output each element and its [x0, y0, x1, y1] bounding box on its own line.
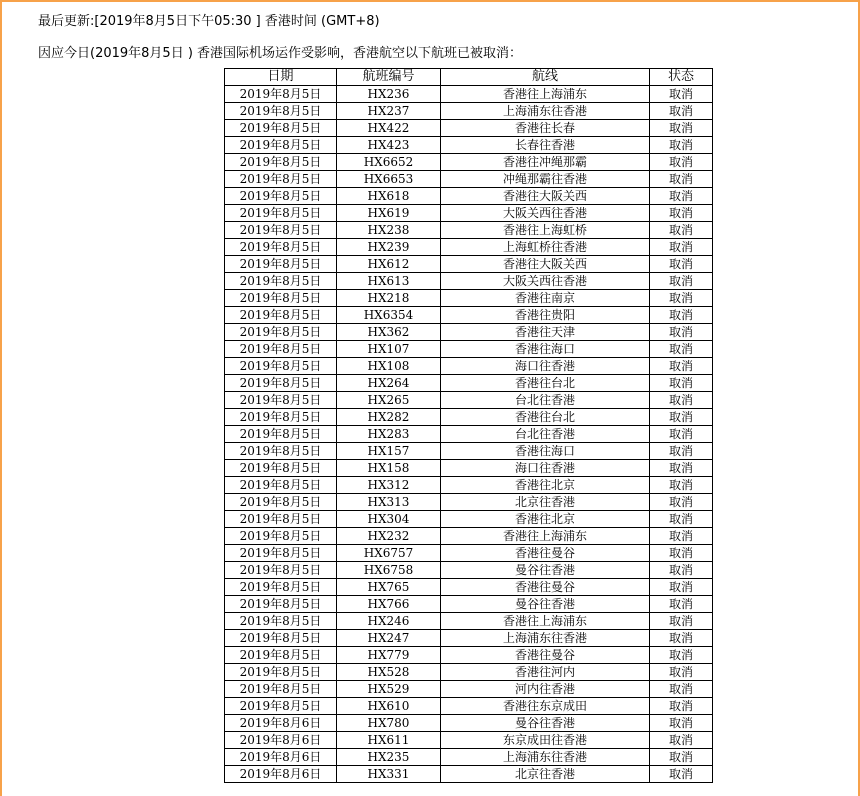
date-cell: 2019年8月5日 [225, 409, 337, 426]
status-cell: 取消 [650, 596, 713, 613]
flight-number-cell: HX282 [337, 409, 441, 426]
flight-number-cell: HX108 [337, 358, 441, 375]
date-cell: 2019年8月6日 [225, 766, 337, 783]
route-cell: 香港往曼谷 [441, 579, 650, 596]
status-cell: 取消 [650, 171, 713, 188]
route-cell: 大阪关西往香港 [441, 205, 650, 222]
status-cell: 取消 [650, 290, 713, 307]
date-cell: 2019年8月5日 [225, 137, 337, 154]
route-cell: 海口往香港 [441, 358, 650, 375]
date-cell: 2019年8月5日 [225, 392, 337, 409]
status-cell: 取消 [650, 375, 713, 392]
date-cell: 2019年8月5日 [225, 375, 337, 392]
flight-number-cell: HX6354 [337, 307, 441, 324]
flight-number-cell: HX313 [337, 494, 441, 511]
flight-number-cell: HX304 [337, 511, 441, 528]
status-cell: 取消 [650, 86, 713, 103]
flight-number-cell: HX237 [337, 103, 441, 120]
date-cell: 2019年8月6日 [225, 715, 337, 732]
date-cell: 2019年8月5日 [225, 562, 337, 579]
table-row [225, 120, 713, 137]
status-cell: 取消 [650, 528, 713, 545]
status-cell: 取消 [650, 273, 713, 290]
flight-number-cell: HX612 [337, 256, 441, 273]
flight-number-cell: HX528 [337, 664, 441, 681]
table-row [225, 290, 713, 307]
route-cell: 大阪关西往香港 [441, 273, 650, 290]
flight-number-cell: HX236 [337, 86, 441, 103]
status-cell: 取消 [650, 749, 713, 766]
route-cell: 香港往大阪关西 [441, 256, 650, 273]
route-cell: 台北往香港 [441, 392, 650, 409]
date-cell: 2019年8月5日 [225, 698, 337, 715]
table-row [225, 86, 713, 103]
date-cell: 2019年8月5日 [225, 324, 337, 341]
table-row [225, 715, 713, 732]
status-cell: 取消 [650, 766, 713, 783]
status-cell: 取消 [650, 715, 713, 732]
flight-number-cell: HX232 [337, 528, 441, 545]
status-cell: 取消 [650, 205, 713, 222]
flight-number-cell: HX529 [337, 681, 441, 698]
date-cell: 2019年8月5日 [225, 647, 337, 664]
flight-number-cell: HX218 [337, 290, 441, 307]
date-cell: 2019年8月5日 [225, 579, 337, 596]
status-cell: 取消 [650, 426, 713, 443]
route-cell: 长春往香港 [441, 137, 650, 154]
flight-number-cell: HX312 [337, 477, 441, 494]
date-cell: 2019年8月5日 [225, 239, 337, 256]
header-status: 状态 [650, 69, 713, 86]
flight-number-cell: HX6758 [337, 562, 441, 579]
route-cell: 香港往上海浦东 [441, 86, 650, 103]
table-row [225, 426, 713, 443]
flight-number-cell: HX158 [337, 460, 441, 477]
date-cell: 2019年8月5日 [225, 205, 337, 222]
table-row [225, 511, 713, 528]
table-row [225, 477, 713, 494]
table-row [225, 732, 713, 749]
table-row [225, 103, 713, 120]
status-cell: 取消 [650, 324, 713, 341]
date-cell: 2019年8月5日 [225, 222, 337, 239]
route-cell: 北京往香港 [441, 494, 650, 511]
status-cell: 取消 [650, 392, 713, 409]
table-row [225, 664, 713, 681]
table-row [225, 324, 713, 341]
date-cell: 2019年8月5日 [225, 426, 337, 443]
date-cell: 2019年8月5日 [225, 171, 337, 188]
flight-number-cell: HX610 [337, 698, 441, 715]
route-cell: 曼谷往香港 [441, 562, 650, 579]
date-cell: 2019年8月5日 [225, 443, 337, 460]
table-row [225, 443, 713, 460]
status-cell: 取消 [650, 460, 713, 477]
table-row [225, 222, 713, 239]
status-cell: 取消 [650, 239, 713, 256]
status-cell: 取消 [650, 681, 713, 698]
cancellation-intro: 因应今日(2019年8月5日 ) 香港国际机场运作受影响，香港航空以下航班已被取消： [38, 46, 523, 61]
route-cell: 香港往海口 [441, 443, 650, 460]
flight-number-cell: HX247 [337, 630, 441, 647]
status-cell: 取消 [650, 222, 713, 239]
status-cell: 取消 [650, 477, 713, 494]
status-cell: 取消 [650, 358, 713, 375]
route-cell: 曼谷往香港 [441, 715, 650, 732]
flight-number-cell: HX246 [337, 613, 441, 630]
cancelled-flights-table [224, 68, 713, 783]
date-cell: 2019年8月6日 [225, 732, 337, 749]
status-cell: 取消 [650, 664, 713, 681]
table-row [225, 341, 713, 358]
status-cell: 取消 [650, 630, 713, 647]
header-date: 日期 [225, 69, 337, 86]
last-updated-notice: 最后更新:[2019年8月5日下午05:30 ] 香港时间 (GMT+8) [38, 14, 380, 29]
flight-number-cell: HX766 [337, 596, 441, 613]
route-cell: 香港往上海浦东 [441, 528, 650, 545]
date-cell: 2019年8月5日 [225, 290, 337, 307]
status-cell: 取消 [650, 307, 713, 324]
flight-number-cell: HX619 [337, 205, 441, 222]
flight-number-cell: HX422 [337, 120, 441, 137]
status-cell: 取消 [650, 732, 713, 749]
route-cell: 冲绳那霸往香港 [441, 171, 650, 188]
table-row [225, 613, 713, 630]
route-cell: 香港往南京 [441, 290, 650, 307]
route-cell: 香港往曼谷 [441, 647, 650, 664]
table-row [225, 273, 713, 290]
route-cell: 香港往冲绳那霸 [441, 154, 650, 171]
route-cell: 香港往东京成田 [441, 698, 650, 715]
flight-number-cell: HX283 [337, 426, 441, 443]
status-cell: 取消 [650, 511, 713, 528]
table-row [225, 681, 713, 698]
route-cell: 香港往大阪关西 [441, 188, 650, 205]
route-cell: 上海虹桥往香港 [441, 239, 650, 256]
table-row [225, 171, 713, 188]
flight-number-cell: HX613 [337, 273, 441, 290]
flight-number-cell: HX6652 [337, 154, 441, 171]
date-cell: 2019年8月5日 [225, 188, 337, 205]
route-cell: 香港往河内 [441, 664, 650, 681]
date-cell: 2019年8月5日 [225, 528, 337, 545]
date-cell: 2019年8月5日 [225, 613, 337, 630]
flight-number-cell: HX6757 [337, 545, 441, 562]
flight-number-cell: HX765 [337, 579, 441, 596]
date-cell: 2019年8月5日 [225, 103, 337, 120]
flight-number-cell: HX239 [337, 239, 441, 256]
table-row [225, 766, 713, 783]
date-cell: 2019年8月5日 [225, 256, 337, 273]
date-cell: 2019年8月5日 [225, 681, 337, 698]
date-cell: 2019年8月5日 [225, 630, 337, 647]
flight-number-cell: HX238 [337, 222, 441, 239]
date-cell: 2019年8月5日 [225, 460, 337, 477]
route-cell: 香港往上海浦东 [441, 613, 650, 630]
table-row [225, 392, 713, 409]
route-cell: 香港往长春 [441, 120, 650, 137]
table-row [225, 137, 713, 154]
date-cell: 2019年8月5日 [225, 596, 337, 613]
date-cell: 2019年8月5日 [225, 664, 337, 681]
date-cell: 2019年8月5日 [225, 273, 337, 290]
route-cell: 香港往天津 [441, 324, 650, 341]
status-cell: 取消 [650, 647, 713, 664]
table-row [225, 579, 713, 596]
date-cell: 2019年8月5日 [225, 511, 337, 528]
flight-number-cell: HX362 [337, 324, 441, 341]
table-row [225, 749, 713, 766]
route-cell: 上海浦东往香港 [441, 749, 650, 766]
status-cell: 取消 [650, 613, 713, 630]
table-row [225, 460, 713, 477]
route-cell: 河内往香港 [441, 681, 650, 698]
table-row [225, 698, 713, 715]
route-cell: 上海浦东往香港 [441, 103, 650, 120]
date-cell: 2019年8月5日 [225, 545, 337, 562]
status-cell: 取消 [650, 256, 713, 273]
flight-number-cell: HX265 [337, 392, 441, 409]
flight-number-cell: HX107 [337, 341, 441, 358]
status-cell: 取消 [650, 494, 713, 511]
table-row [225, 239, 713, 256]
date-cell: 2019年8月6日 [225, 749, 337, 766]
status-cell: 取消 [650, 443, 713, 460]
date-cell: 2019年8月5日 [225, 154, 337, 171]
table-row [225, 256, 713, 273]
route-cell: 香港往贵阳 [441, 307, 650, 324]
status-cell: 取消 [650, 154, 713, 171]
header-route: 航线 [441, 69, 650, 86]
route-cell: 东京成田往香港 [441, 732, 650, 749]
route-cell: 上海浦东往香港 [441, 630, 650, 647]
flight-number-cell: HX6653 [337, 171, 441, 188]
status-cell: 取消 [650, 341, 713, 358]
flight-number-cell: HX618 [337, 188, 441, 205]
route-cell: 香港往上海虹桥 [441, 222, 650, 239]
status-cell: 取消 [650, 545, 713, 562]
flight-number-cell: HX157 [337, 443, 441, 460]
flight-number-cell: HX423 [337, 137, 441, 154]
status-cell: 取消 [650, 562, 713, 579]
status-cell: 取消 [650, 137, 713, 154]
date-cell: 2019年8月5日 [225, 358, 337, 375]
table-row [225, 307, 713, 324]
table-row [225, 545, 713, 562]
table-row [225, 562, 713, 579]
flight-number-cell: HX331 [337, 766, 441, 783]
table-row [225, 647, 713, 664]
route-cell: 香港往北京 [441, 477, 650, 494]
table-row [225, 154, 713, 171]
table-row [225, 596, 713, 613]
status-cell: 取消 [650, 120, 713, 137]
table-row [225, 528, 713, 545]
route-cell: 北京往香港 [441, 766, 650, 783]
flight-number-cell: HX611 [337, 732, 441, 749]
table-row [225, 188, 713, 205]
route-cell: 台北往香港 [441, 426, 650, 443]
date-cell: 2019年8月5日 [225, 307, 337, 324]
flight-number-cell: HX780 [337, 715, 441, 732]
route-cell: 香港往台北 [441, 375, 650, 392]
table-row [225, 409, 713, 426]
route-cell: 海口往香港 [441, 460, 650, 477]
status-cell: 取消 [650, 188, 713, 205]
route-cell: 香港往海口 [441, 341, 650, 358]
flight-number-cell: HX264 [337, 375, 441, 392]
status-cell: 取消 [650, 409, 713, 426]
table-row [225, 630, 713, 647]
route-cell: 香港往北京 [441, 511, 650, 528]
status-cell: 取消 [650, 698, 713, 715]
route-cell: 香港往台北 [441, 409, 650, 426]
table-header-row [225, 69, 713, 86]
date-cell: 2019年8月5日 [225, 341, 337, 358]
flight-number-cell: HX779 [337, 647, 441, 664]
table-row [225, 358, 713, 375]
route-cell: 香港往曼谷 [441, 545, 650, 562]
date-cell: 2019年8月5日 [225, 120, 337, 137]
table-row [225, 375, 713, 392]
table-row [225, 205, 713, 222]
date-cell: 2019年8月5日 [225, 86, 337, 103]
header-flight-number: 航班编号 [337, 69, 441, 86]
flight-number-cell: HX235 [337, 749, 441, 766]
route-cell: 曼谷往香港 [441, 596, 650, 613]
date-cell: 2019年8月5日 [225, 477, 337, 494]
table-row [225, 494, 713, 511]
status-cell: 取消 [650, 103, 713, 120]
date-cell: 2019年8月5日 [225, 494, 337, 511]
status-cell: 取消 [650, 579, 713, 596]
